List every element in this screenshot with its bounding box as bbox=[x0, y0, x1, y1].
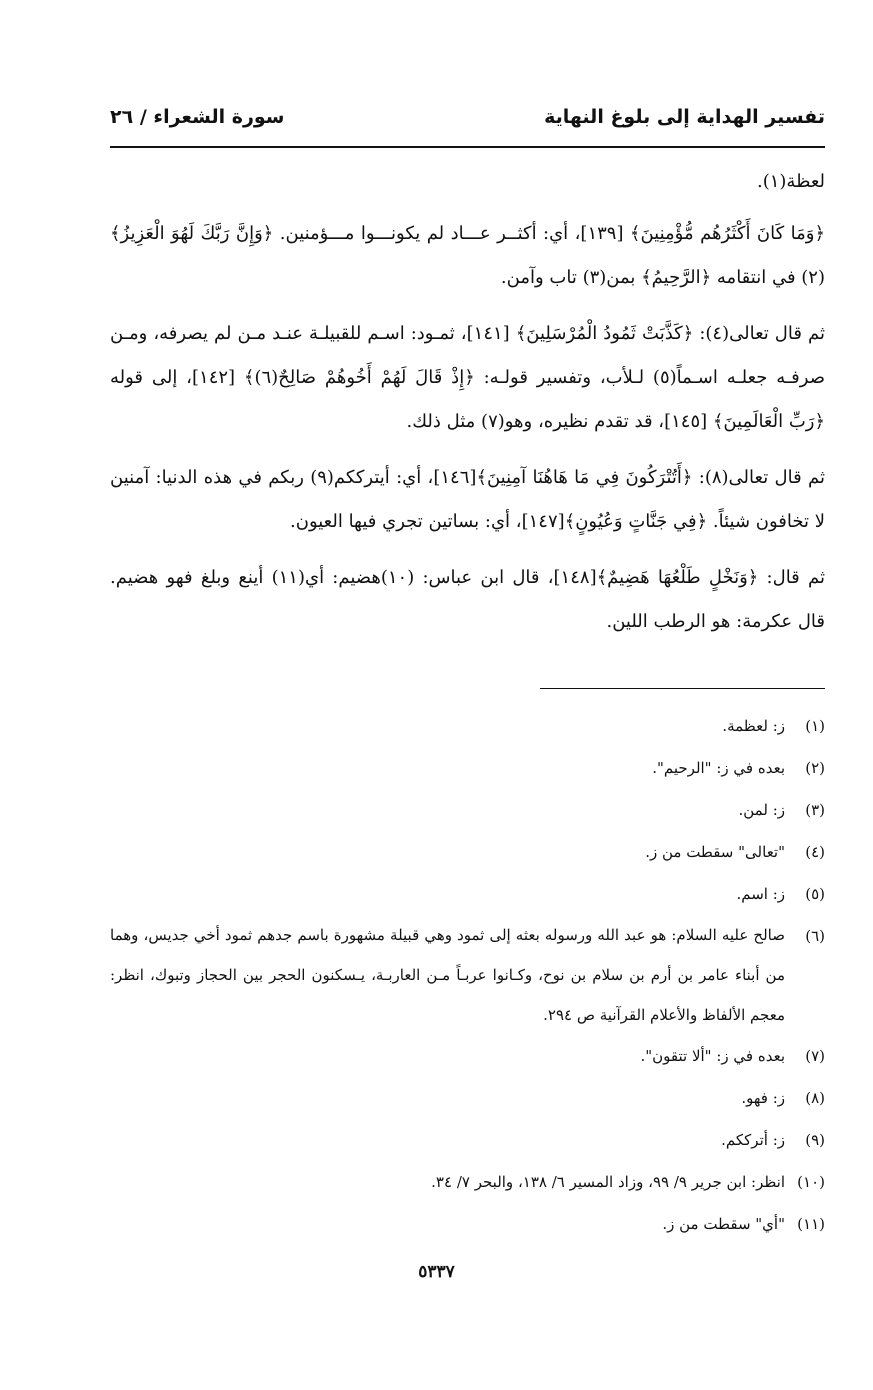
footnote-number: (٢) bbox=[805, 759, 825, 777]
footnote bbox=[110, 831, 825, 873]
footnote-text: ز: أتركك‍م. bbox=[721, 1131, 785, 1149]
footnote bbox=[110, 705, 825, 747]
footnote-text: "تعالى" سقطت من ز. bbox=[645, 843, 785, 861]
paragraph: ثم قال تعالى(٤): ﴿كَذَّبَتْ ثَمُودُ الْمُرْسَلِينَ﴾ [١٤١]، ثمـود: اسـم للقبيلـة عنـد مـن لم يصرفه، ومـن صرفـه جعلـه اسـماً(٥) لـلأب، وتفسير قولـه: ﴿إِذْ قَالَ لَهُمْ أَخُوهُمْ صَالِحٌ(٦)﴾ [١٤٢]، إلى قوله ﴿رَبِّ الْعَالَمِينَ﴾ [١٤٥]، قد تقدم نظيره، وهو(٧) مثل ذلك. bbox=[110, 323, 825, 432]
footnote bbox=[110, 747, 825, 789]
footnote-number: (١) bbox=[805, 717, 825, 735]
surah-title: سورة الشعراء / ٢٦ bbox=[110, 106, 285, 128]
footnote-text: بعده في ز: "ألا تتقون". bbox=[640, 1047, 785, 1065]
footnote bbox=[110, 1035, 825, 1077]
footnote bbox=[110, 1119, 825, 1161]
footnote-separator bbox=[540, 688, 825, 689]
paragraph: ثم قال: ﴿وَنَخْلٍ طَلْعُهَا هَضِيمٌ﴾[١٤٨]، قال ابن عباس: (١٠)هضيم: أي(١١) أينع وبلغ فهو هضيم. قال عكرمة: هو الرطب اللين. bbox=[110, 567, 825, 632]
footnote-text: صالح عليه السلام: هو عبد الله ورسوله بعثه إلى ثمود وهي قبيلة مشهورة باسم جدهم ثمود أخي جديس، وهما من أبناء عامر بن أرم بن سلام بن نوح، وكـانوا عربـاً مـن العاربـة، يـسكنون الحجر بين الحجاز وتبوك، انظر: معجم الألفاظ والأعلام القرآنية ص ٢٩٤. bbox=[110, 926, 785, 1024]
paragraph: ثم قال تعالى(٨): ﴿أَتُتْرَكُونَ فِي مَا هَاهُنَا آمِنِينَ﴾[١٤٦]، أي: أيتركك‍م(٩) ربك‍م في ه‍ذه الدنيا: آمنين لا تخافون شيئاً. ﴿فِي جَنَّاتٍ وَعُيُونٍ﴾[١٤٧]، أي: بساتين تجري فيها العيون. bbox=[110, 467, 825, 532]
footnote-text: ز: فهو. bbox=[741, 1089, 785, 1107]
footnotes-list bbox=[110, 705, 825, 1245]
footnote bbox=[110, 1077, 825, 1119]
footnote-number: (٦) bbox=[805, 927, 825, 945]
paragraph: لعظة(١). bbox=[756, 171, 825, 192]
footnote bbox=[110, 1203, 825, 1245]
footnote-text: بعده في ز: "الرحيم". bbox=[652, 759, 785, 777]
footnote bbox=[110, 789, 825, 831]
header-rule bbox=[110, 146, 825, 148]
footnote-number: (٧) bbox=[805, 1047, 825, 1065]
page-number: ٥٣٣٧ bbox=[418, 1262, 455, 1282]
footnote-number: (١٠) bbox=[797, 1173, 825, 1191]
book-title: تفسير الهداية إلى بلوغ النهاية bbox=[544, 106, 825, 128]
paragraph: ﴿وَمَا كَانَ أَكْثَرُهُم مُّؤْمِنِينَ﴾ [١٣٩]، أي: أكثــر عـــاد لم يكونـــوا مـــؤمنين. ﴿وَإِنَّ رَبَّكَ لَهُوَ الْعَزِيزُ﴾(٢) في انتقامه ﴿الرَّحِيمُ﴾ بمن(٣) تاب وآمن. bbox=[110, 223, 825, 288]
footnote-text: ز: اسم. bbox=[736, 885, 785, 903]
footnote-number: (٨) bbox=[805, 1089, 825, 1107]
footnote-text: انظر: ابن جرير ٩/ ٩٩، وزاد المسير ٦/ ١٣٨، والبحر ٧/ ٣٤. bbox=[431, 1173, 785, 1191]
running-header bbox=[110, 100, 825, 140]
footnote-text: "أي" سقطت من ز. bbox=[662, 1215, 785, 1233]
footnote bbox=[110, 1161, 825, 1203]
footnote-number: (٥) bbox=[805, 885, 825, 903]
footnote-number: (٤) bbox=[805, 843, 825, 861]
footnote-text: ز: لعظمة. bbox=[722, 717, 785, 735]
footnote bbox=[110, 915, 825, 1035]
footnote-number: (٩) bbox=[805, 1131, 825, 1149]
footnote-number: (١١) bbox=[797, 1215, 825, 1233]
footnote-number: (٣) bbox=[805, 801, 825, 819]
footnote-text: ز: لمن. bbox=[738, 801, 785, 819]
main-text bbox=[110, 160, 825, 656]
footnote bbox=[110, 873, 825, 915]
